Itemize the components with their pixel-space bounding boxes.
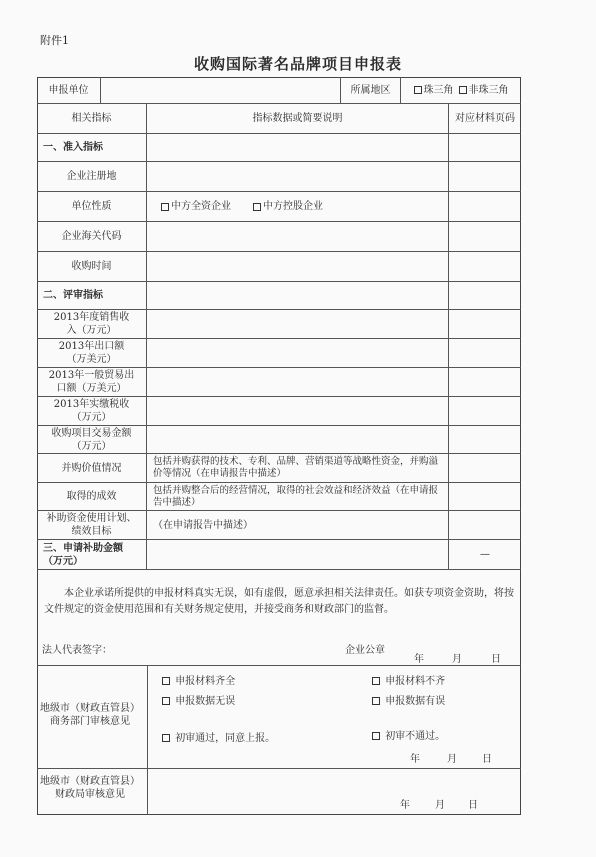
sales-field[interactable] [147,310,449,339]
finance-month: 月 [435,800,445,811]
value-desc: 包括并购获得的技术、专利、品牌、营销渠道等战略性资金，并购溢价等情况（在申请报告中描述） [147,454,449,483]
company-seal-label: 企业公章 [345,645,385,656]
finance-review-label: 地级市（财政直管县）财政局审核意见 [40,776,140,800]
commerce-month: 月 [447,754,457,765]
general-export-field[interactable] [147,368,449,397]
plan-label: 补助资金使用计划、绩效目标 [37,511,147,540]
data-correct-checkbox[interactable] [162,697,170,705]
result-desc: 包括并购整合后的经营情况，取得的社会效益和经济效益（在申请报告中描述） [147,483,449,511]
nature-page[interactable] [449,192,521,222]
nature-options [147,192,449,222]
materials-complete-checkbox[interactable] [162,677,170,685]
nature-holding-checkbox[interactable] [253,203,261,211]
col-data: 指标数据或简要说明 [147,104,449,134]
commerce-opt4: 申报数据有误 [372,692,445,707]
date-month: 月 [452,654,462,665]
section2-page [449,282,521,310]
acq-time-page[interactable] [449,252,521,282]
tax-field[interactable] [147,397,449,426]
form-title: 收购国际著名品牌项目申报表 [193,55,402,73]
tax-page[interactable] [449,397,521,426]
section2-data [147,282,449,310]
export-field[interactable] [147,339,449,368]
region-non-prd-checkbox[interactable] [459,86,467,94]
attachment-label: 附件1 [40,34,69,47]
reg-place-label: 企业注册地 [37,162,147,192]
subsidy-amount-field[interactable] [147,540,449,570]
general-export-label: 2013年一般贸易出口额（万美元） [37,368,147,397]
nature-full-checkbox[interactable] [161,203,169,211]
region-options [401,77,521,104]
customs-field[interactable] [147,222,449,252]
materials-incomplete-checkbox[interactable] [372,677,380,685]
nature-full-label: 中方全资企业 [171,201,231,212]
date-day: 日 [491,654,501,665]
customs-label: 企业海关代码 [37,222,147,252]
section2-title: 二、评审指标 [37,282,147,310]
applicant-label: 申报单位 [37,77,101,104]
applicant-field[interactable] [101,77,341,104]
commerce-opt3: 申报数据无误 [162,692,235,707]
region-non-prd-label: 非珠三角 [468,84,509,96]
general-export-page[interactable] [449,368,521,397]
plan-page[interactable] [449,511,521,540]
result-label: 取得的成效 [37,483,147,511]
finance-day: 日 [468,800,478,811]
sales-label: 2013年度销售收入（万元） [37,310,147,339]
commerce-divider [147,665,148,768]
deal-page[interactable] [449,426,521,454]
reg-place-field[interactable] [147,162,449,192]
result-page[interactable] [449,483,521,511]
region-prd-label: 珠三角 [423,84,454,96]
promise-bottom-line [37,665,521,666]
section3-title: 三、申请补助金额（万元） [37,540,147,570]
legal-signature-label: 法人代表签字： [42,645,112,656]
deal-field[interactable] [147,426,449,454]
commerce-opt5: 初审通过，同意上报。 [162,729,275,744]
commerce-review-label: 地级市（财政直管县）商务部门审核意见 [40,703,140,727]
date-year: 年 [414,654,424,665]
export-page[interactable] [449,339,521,368]
sales-page[interactable] [449,310,521,339]
customs-page[interactable] [449,222,521,252]
commerce-bottom-line [37,768,521,769]
region-label: 所属地区 [341,77,401,104]
finance-year: 年 [400,800,410,811]
initial-approved-checkbox[interactable] [162,734,170,742]
section1-title: 一、准入指标 [37,134,147,162]
promise-text: 本企业承诺所提供的申报材料真实无误，如有虚假，愿意承担相关法律责任。如获专项资金资助，将按文件规定的资金使用范围和有关财务规定使用，并接受商务和财政部门的监督。 [44,588,514,615]
section1-data [147,134,449,162]
nature-holding-label: 中方控股企业 [263,201,323,212]
commerce-opt2: 申报材料不齐 [372,672,445,687]
commerce-year: 年 [410,754,420,765]
nature-label: 单位性质 [37,192,147,222]
acq-time-label: 收购时间 [37,252,147,282]
region-prd-checkbox[interactable] [414,86,422,94]
value-label: 并购价值情况 [37,454,147,483]
subsidy-page-dash: — [449,540,521,570]
data-error-checkbox[interactable] [372,697,380,705]
plan-desc: （在申请报告中描述） [147,511,449,540]
col-indicator: 相关指标 [37,104,147,134]
col-page: 对应材料页码 [449,104,521,134]
deal-label: 收购项目交易金额（万元） [37,426,147,454]
initial-rejected-checkbox[interactable] [372,732,380,740]
finance-divider [147,768,148,815]
reg-place-page[interactable] [449,162,521,192]
tax-label: 2013年实缴税收（万元） [37,397,147,426]
commerce-day: 日 [482,754,492,765]
acq-time-field[interactable] [147,252,449,282]
section1-page [449,134,521,162]
export-label: 2013年出口额（万美元） [37,339,147,368]
value-page[interactable] [449,454,521,483]
commerce-opt6: 初审不通过。 [372,727,445,742]
commerce-opt1: 申报材料齐全 [162,672,235,687]
